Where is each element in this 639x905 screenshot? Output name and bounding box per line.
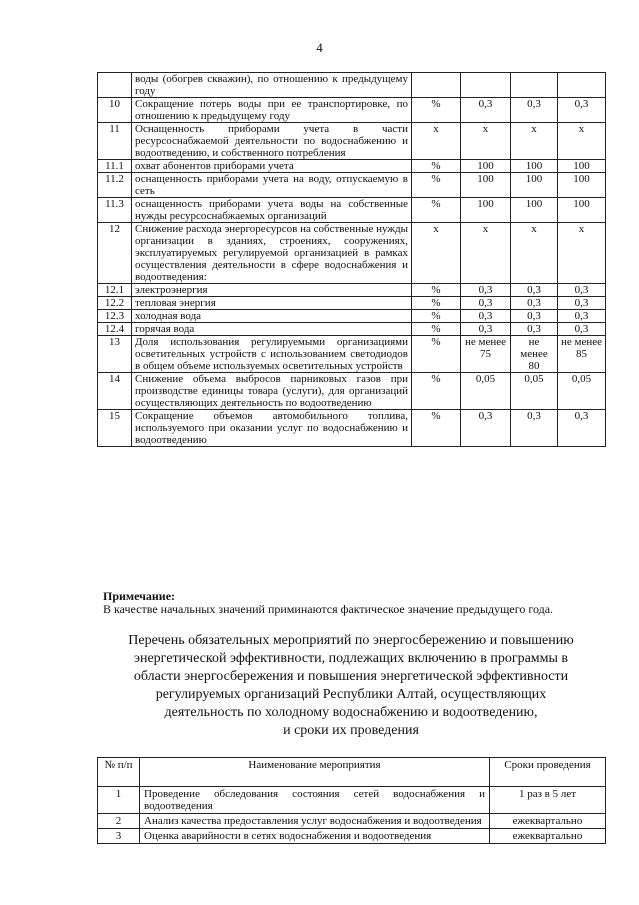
heading-line: области энергосбережения и повышения энергетической эффективности [133,669,569,684]
row-unit: % [412,98,461,123]
row-indicator: Снижение расхода энергоресурсов на собственные нужды организации в зданиях, строениях, сооружениях, эксплуатируемых регулируемой организацией в рамках осуществления деятельности в сфере водоснабжения и водоотведения: [132,223,412,284]
row-unit: % [412,310,461,323]
row-unit: % [412,373,461,410]
row-unit: % [412,160,461,173]
table-row [98,787,606,814]
row-value-1: 0,3 [461,310,511,323]
row-value-3: 0,3 [558,310,606,323]
row-value-1: 0,3 [461,410,511,447]
note-title: Примечание: [103,589,176,603]
row-value-3: 0,3 [558,323,606,336]
heading-line: регулируемых организаций Республики Алтай, осуществляющих [155,687,547,702]
row-indicator: холодная вода [132,310,412,323]
row-number: 13 [98,336,132,373]
row-unit: x [412,123,461,160]
table-row [98,198,606,223]
row-unit: % [412,173,461,198]
row-value-3: 0,05 [558,373,606,410]
row-number: 11.2 [98,173,132,198]
measure-number: 3 [98,829,140,844]
row-number: 11 [98,123,132,160]
row-value-3: не менее 85 [558,336,606,373]
table-row [98,98,606,123]
page-number: 4 [316,40,323,55]
row-number: 12.4 [98,323,132,336]
row-value-3: x [558,123,606,160]
row-value-3: 100 [558,198,606,223]
row-unit: % [412,410,461,447]
table-row [98,297,606,310]
row-number: 11.3 [98,198,132,223]
row-value-2: не менее 80 [511,336,558,373]
row-value-3: 0,3 [558,284,606,297]
row-value-2: 100 [511,198,558,223]
row-number: 10 [98,98,132,123]
row-value-2: x [511,223,558,284]
row-value-1 [461,73,511,98]
row-indicator: Сокращение объемов автомобильного топлива, используемого при оказании услуг по водоснабжению и водоотведению [132,410,412,447]
measures-table [97,757,606,844]
row-unit [412,73,461,98]
row-value-1: 0,3 [461,297,511,310]
row-indicator: охват абонентов приборами учета [132,160,412,173]
row-value-2: 100 [511,160,558,173]
heading-line: деятельность по холодному водоснабжению и водоотведению, [164,705,538,720]
row-value-3: x [558,223,606,284]
measure-name: Проведение обследования состояния сетей водоснабжения и водоотведения [140,787,490,814]
row-value-1: 100 [461,160,511,173]
measure-term: ежеквартально [490,829,606,844]
table-row [98,410,606,447]
measure-number: 1 [98,787,140,814]
row-number: 12.3 [98,310,132,323]
row-value-3: 100 [558,173,606,198]
row-value-2: x [511,123,558,160]
row-value-2 [511,73,558,98]
row-value-3: 0,3 [558,297,606,310]
measure-term: 1 раз в 5 лет [490,787,606,814]
row-number: 12.2 [98,297,132,310]
measure-name: Оценка аварийности в сетях водоснабжения и водоотведения [140,829,490,844]
heading-line: энергетической эффективности, подлежащих включению в программы в [133,651,569,666]
table-row [98,223,606,284]
row-value-1: не менее 75 [461,336,511,373]
table-row [98,373,606,410]
row-value-1: 0,3 [461,98,511,123]
row-value-3 [558,73,606,98]
table-row [98,73,606,98]
row-number: 12 [98,223,132,284]
row-value-1: 0,3 [461,284,511,297]
row-indicator: электроэнергия [132,284,412,297]
row-indicator: оснащенность приборами учета воды на собственные нужды ресурсоснабжаемых организаций [132,198,412,223]
row-value-1: x [461,123,511,160]
row-indicator: Снижение объема выбросов парниковых газов при производстве единицы товара (услуги), для организаций осуществляющих деятельность по водоотведению [132,373,412,410]
row-indicator: Сокращение потерь воды при ее транспортировке, по отношению к предыдущему году [132,98,412,123]
row-value-2: 0,05 [511,373,558,410]
row-value-1: 0,3 [461,323,511,336]
row-value-3: 0,3 [558,98,606,123]
header-term: Сроки проведения [490,758,606,787]
row-value-2: 0,3 [511,98,558,123]
row-unit: % [412,297,461,310]
row-indicator: воды (обогрев скважин), по отношению к предыдущему году [132,73,412,98]
row-value-2: 0,3 [511,310,558,323]
measure-number: 2 [98,814,140,829]
row-unit: % [412,284,461,297]
table-row [98,310,606,323]
measure-name: Анализ качества предоставления услуг водоснабжения и водоотведения [140,814,490,829]
row-value-3: 0,3 [558,410,606,447]
row-indicator: оснащенность приборами учета на воду, отпускаемую в сеть [132,173,412,198]
row-number: 11.1 [98,160,132,173]
row-number: 12.1 [98,284,132,297]
indicators-table [97,72,606,447]
row-unit: % [412,336,461,373]
row-value-2: 100 [511,173,558,198]
row-value-3: 100 [558,160,606,173]
table-row [98,323,606,336]
table-row [98,814,606,829]
table-row [98,284,606,297]
table-row [98,336,606,373]
row-number [98,73,132,98]
table-row [98,173,606,198]
note-text: В качестве начальных значений приминаются фактическое значение предыдущего года. [103,602,554,616]
row-unit: % [412,198,461,223]
section-heading [97,632,605,740]
row-indicator: тепловая энергия [132,297,412,310]
row-number: 14 [98,373,132,410]
heading-line: и сроки их проведения [283,723,419,738]
row-value-1: 100 [461,173,511,198]
header-num: № п/п [98,758,140,787]
header-name: Наименование мероприятия [140,758,490,787]
row-value-2: 0,3 [511,284,558,297]
row-indicator: Оснащенность приборами учета в части ресурсоснабжаемой деятельности по водоснабжению и водоотведению, и собственного потребления [132,123,412,160]
measure-term: ежеквартально [490,814,606,829]
row-indicator: Доля использования регулируемыми организациями осветительных устройств с использованием светодиодов в общем объеме используемых осветительных устройств [132,336,412,373]
row-indicator: горячая вода [132,323,412,336]
table-row [98,160,606,173]
row-value-2: 0,3 [511,323,558,336]
row-value-1: 0,05 [461,373,511,410]
row-value-2: 0,3 [511,410,558,447]
row-number: 15 [98,410,132,447]
table-header-row [98,758,606,787]
row-value-2: 0,3 [511,297,558,310]
table-row [98,123,606,160]
row-unit: x [412,223,461,284]
table-row [98,829,606,844]
row-value-1: 100 [461,198,511,223]
heading-line: Перечень обязательных мероприятий по энергосбережению и повышению [128,633,574,648]
row-unit: % [412,323,461,336]
row-value-1: x [461,223,511,284]
